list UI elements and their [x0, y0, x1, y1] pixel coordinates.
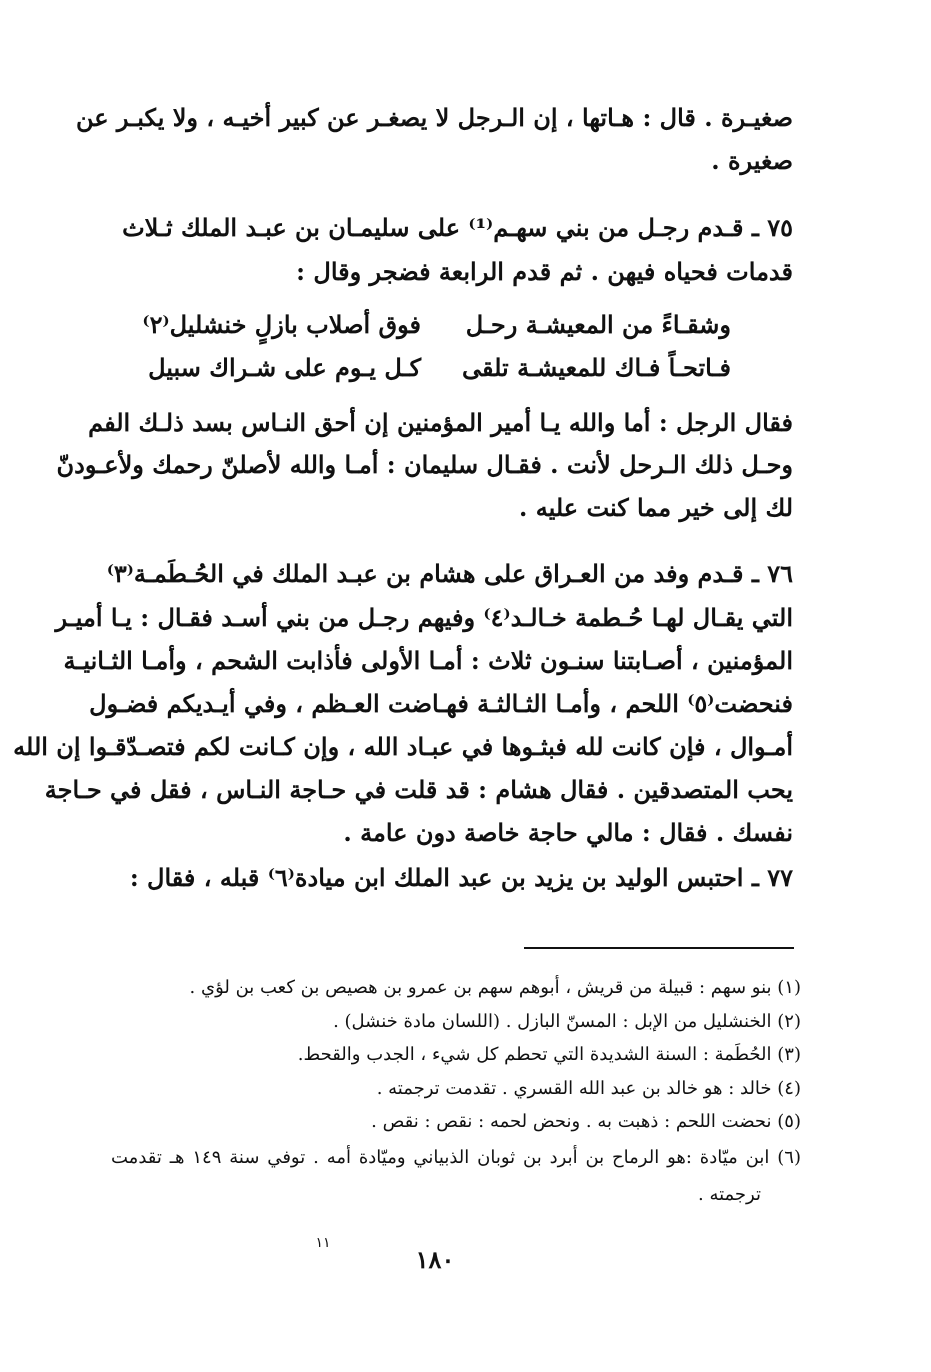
section-75-line: ٧٥ ـ قـدم رجـل من بني سهـم⁽¹⁾ على سليمـان بن عبـد الملك ثـلاث: [122, 213, 793, 242]
section-76-line: نفسك . فقال : مالي حاجة خاصة دون عامة .: [343, 818, 793, 847]
section-75-line: قدمات فحياه فيهن . ثم قدم الرابعة فضجر وقال :: [296, 257, 793, 286]
footnote-4: (٤) خالد : هو خالد بن عبد الله القسري . تقدمت ترجمته .: [376, 1078, 801, 1099]
page-number: ١٨٠: [415, 1245, 455, 1274]
section-76-line: التي يقـال لهـا حُـطمة خـالـد⁽٤⁾ وفيهم رجـل من بني أسـد فقـال : يـا أميـر: [55, 603, 793, 632]
section-76-line: أمـوال ، فإن كانت لله فبثـوها في عبـاد الله ، وإن كـانت لكم فتصـدّقـوا إن الله: [13, 732, 793, 761]
footnote-6: (٦) ابن ميّادة :هو الرماح بن أبرد بن ثوبان الذبياني وميّادة أمه . توفي سنة ١٤٩ هـ تقدمت: [111, 1147, 801, 1168]
footnote-2: (٢) الخنشليل من الإبل : المسنّ البازل . (اللسان مادة خنشل) .: [333, 1011, 801, 1032]
section-76-line: ٧٦ ـ قـدم وفد من العـراق على هشام بن عبـد الملك في الحُـطَمـة⁽٣⁾: [106, 559, 793, 588]
body-line: فقال الرجل : أما والله يـا أمير المؤمنين إن أحق النـاس بسد ذلـك الفم: [88, 408, 793, 437]
verse-hemistich-left: فوق أصلاب بازلٍ خنشليل⁽٢⁾: [142, 310, 421, 339]
footnote-3: (٣) الحُطَمة : السنة الشديدة التي تحطم كل شيء ، الجدب والقحط.: [297, 1044, 801, 1065]
footnote-6-continuation: ترجمته .: [698, 1184, 761, 1205]
body-line: صغيرة .: [711, 146, 793, 175]
body-line: صغيـرة . قال : هـاتها ، إن الـرجل لا يصغـر عن كبير أخيـه ، ولا يكبـر عن: [75, 103, 793, 132]
section-76-line: يحب المتصدقين . فقال هشام : قد قلت في حـاجة النـاس ، فقل في حـاجة: [44, 775, 793, 804]
verse-hemistich-right: وشقـاءً من المعيشـة رحـل: [465, 310, 731, 339]
body-line: وحـل ذلك الـرحل لأنت . فقـال سليمان : أمـا والله لأصلنّ رحمك ولأعـودنّ: [56, 450, 793, 479]
footnote-5: (٥) نحضت اللحم : ذهبت به . ونحض لحمه : نقص : نقص .: [371, 1111, 801, 1132]
footnote-separator: [524, 947, 794, 949]
section-76-line: المؤمنين ، أصـابتنا سنـون ثلاث : أمـا الأولى فأذابت الشحم ، وأمـا الثـانيـة: [63, 646, 793, 675]
verse-hemistich-left: كـل يـوم على شـراك سبيل: [148, 353, 421, 382]
verse-hemistich-right: فـاتحـاً فـاك للمعيشـة تلقى: [461, 353, 731, 382]
body-line: لك إلى خير مما كنت عليه .: [519, 493, 793, 522]
section-76-line: فنحضت⁽٥⁾ اللحم ، وأمـا الثـالثـة فهـاضت العـظم ، وفي أيـديكم فضـول: [89, 689, 793, 718]
footnote-1: (١) بنو سهم : قبيلة من قريش ، أبوهم سهم بن عمرو بن هصيص بن كعب بن لؤي .: [189, 977, 801, 998]
section-77-line: ٧٧ ـ احتبس الوليد بن يزيد بن عبد الملك ابن ميادة⁽٦⁾ قبله ، فقال :: [129, 863, 793, 892]
signature-mark: ١١: [315, 1235, 331, 1251]
